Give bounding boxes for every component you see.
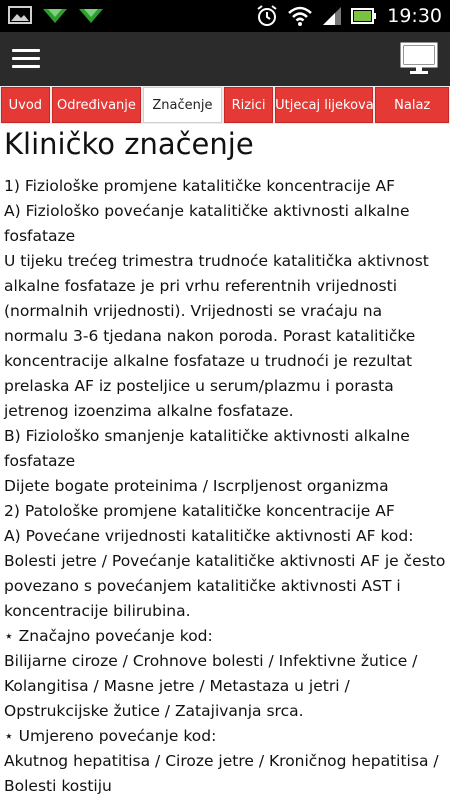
tab-bar	[0, 86, 450, 124]
notification-arrow-icon	[42, 6, 68, 24]
clock-time: 19:30	[387, 5, 442, 27]
tab-odredivanje[interactable]: Određivanje	[52, 87, 141, 123]
status-bar	[0, 0, 450, 32]
system-icons	[255, 4, 442, 28]
signal-icon	[321, 5, 343, 27]
monitor-icon[interactable]	[400, 42, 438, 76]
alarm-clock-icon	[255, 4, 279, 28]
hamburger-menu-icon[interactable]	[12, 47, 40, 69]
tab-utjecaj-lijekova[interactable]: Utjecaj lijekova	[275, 87, 373, 123]
page-title: Kliničko značenje	[4, 127, 254, 161]
tab-uvod[interactable]: Uvod	[1, 87, 50, 123]
notification-arrow-icon	[78, 6, 104, 24]
notification-icons	[8, 6, 104, 24]
tab-nalaz[interactable]: Nalaz	[375, 87, 449, 123]
app-bar	[0, 32, 450, 86]
gallery-icon	[8, 6, 32, 24]
tab-rizici[interactable]: Rizici	[224, 87, 274, 123]
body-text: 1) Fiziološke promjene katalitičke koncentracije AF A) Fiziološko povećanje katalitičke aktivnosti alkalne fosfataze U tijeku trećeg trimestra trudnoće katalitička aktivnost alkalne fosfataze je pri vrhu referentnih vrijednosti (normalnih vrijednosti). Vrijednosti se vraćaju na normalu 3-6 tjedana nakon poroda. Porast katalitičke koncentracije alkalne fosfataze u trudnoći je rezultat prelaska AF iz posteljice u serum/plazmu i porasta jetrenog izoenzima alkalne fosfataze. B) Fiziološko smanjenje katalitičke aktivnosti alkalne fosfataze Dijete bogate proteinima / Iscrpljenost organizma 2) Patološke promjene katalitičke koncentracije AF A) Povećane vrijednosti katalitičke aktivnosti AF kod: Bolesti jetre / Povećanje katalitičke aktivnosti AF je često povezano s povećanjem katalitičke aktivnosti AST i koncentracije bilirubina. ⋆ Značajno povećanje kod: Bilijarne ciroze / Crohnove bolesti / Infektivne žutice / Kolangitisa / Masne jetre / Metastaza u jetri / Opstrukcijske žutice / Zatajivanja srca. ⋆ Umjereno povećanje kod: Akutnog hepatitisa / Ciroze jetre / Kroničnog hepatitisa / Bolesti kostiju	[4, 177, 446, 795]
tab-znacenje[interactable]: Značenje	[143, 87, 222, 123]
content-scroll-area[interactable]	[0, 124, 450, 800]
battery-icon	[351, 5, 377, 27]
wifi-icon	[287, 5, 313, 27]
